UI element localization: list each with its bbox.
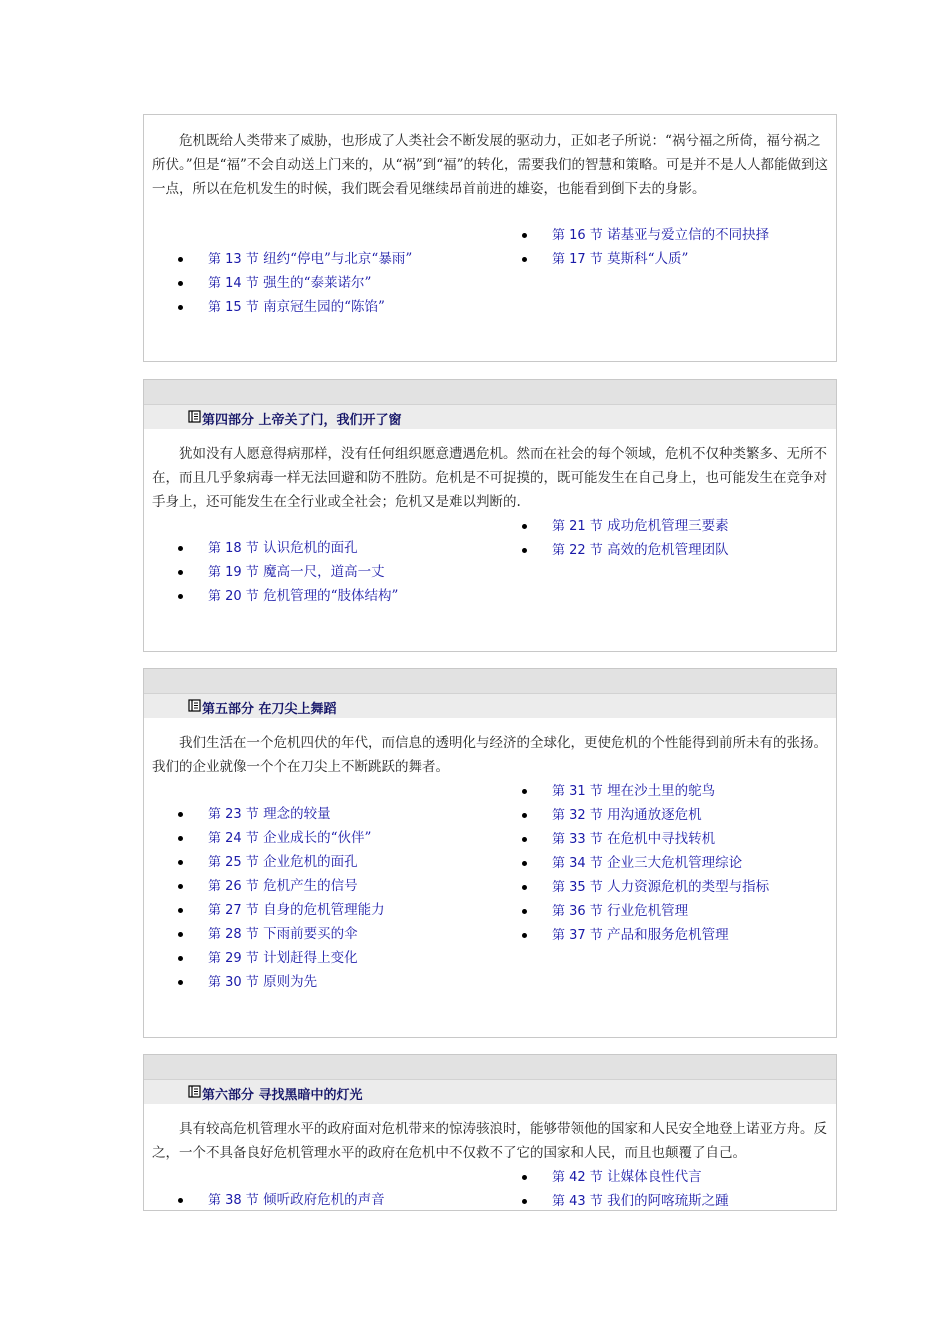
chapter-link[interactable] [552,875,769,900]
chapter-title: 强生的“泰莱诺尔” [263,275,372,291]
chapter-title: 企业危机的面孔 [263,854,358,870]
chapter-title: 理念的较量 [263,806,331,822]
chapter-title: 在危机中寻找转机 [607,831,716,847]
chapter-title: 企业成长的“伙伴” [263,830,372,846]
bullet-icon [522,789,527,794]
chapter-number: 第 35 节 [552,880,603,895]
chapter-title: 下雨前要买的伞 [263,926,358,942]
section-panel-part4 [143,379,837,652]
bullet-icon [522,837,527,842]
bullet-icon [178,594,183,599]
chapter-number: 第 16 节 [552,228,603,243]
chapter-title: 危机产生的信号 [263,878,358,894]
chapter-link[interactable] [208,946,358,971]
bullet-icon [178,281,183,286]
chapter-number: 第 14 节 [208,276,259,291]
chapter-number: 第 22 节 [552,543,603,558]
bullet-icon [178,956,183,961]
chapter-title: 高效的危机管理团队 [607,542,729,558]
bullet-icon [178,836,183,841]
chapter-number: 第 26 节 [208,879,259,894]
chapter-title: 倾听政府危机的声音 [263,1192,385,1208]
chapter-title: 莫斯科“人质” [607,251,689,267]
panel-top-bar [144,1055,836,1080]
chapter-number: 第 34 节 [552,856,603,871]
chapter-number: 第 15 节 [208,300,259,315]
section-intro: 危机既给人类带来了威胁，也形成了人类社会不断发展的驱动力，正如老子所说：“祸兮福之所倚，福兮祸之所伏。”但是“福”不会自动送上门来的，从“祸”到“福”的转化，需要我们的智慧和策略。可是并不是人人都能做到这一点，所以在危机发生的时候，我们既会看见继续昂首前进的雄姿，也能看到倒下去的身影。 [152,133,829,197]
chapter-number: 第 31 节 [552,784,603,799]
book-icon [188,1085,201,1098]
chapter-link[interactable] [552,803,702,828]
section-title: 第五部分 在刀尖上舞蹈 [202,702,337,717]
chapter-link[interactable] [208,922,358,947]
chapter-number: 第 17 节 [552,252,603,267]
chapter-title: 我们的阿喀琉斯之踵 [607,1193,729,1209]
chapter-link[interactable] [208,802,331,827]
chapter-number: 第 33 节 [552,832,603,847]
bullet-icon [178,860,183,865]
bullet-icon [178,884,183,889]
bullet-icon [178,305,183,310]
chapter-link[interactable] [552,223,769,248]
section-header [144,405,836,429]
chapter-title: 行业危机管理 [607,903,689,919]
chapter-title: 让媒体良性代言 [607,1169,702,1185]
section-intro: 我们生活在一个危机四伏的年代，而信息的透明化与经济的全球化，更使危机的个性能得到前所未有的张扬。我们的企业就像一个个在刀尖上不断跳跃的舞者。 [152,735,827,775]
chapter-link[interactable] [552,851,742,876]
chapter-title: 埋在沙土里的鸵鸟 [607,783,716,799]
chapter-title: 魔高一尺，道高一丈 [263,564,385,580]
chapter-title: 用沟通放逐危机 [607,807,702,823]
bullet-icon [522,1199,527,1204]
bullet-icon [178,908,183,913]
chapter-number: 第 25 节 [208,855,259,870]
chapter-title: 人力资源危机的类型与指标 [607,879,770,895]
book-icon [188,699,201,712]
section-intro: 犹如没有人愿意得病那样，没有任何组织愿意遭遇危机。然而在社会的每个领域，危机不仅种类繁多、无所不在，而且几乎象病毒一样无法回避和防不胜防。危机是不可捉摸的，既可能发生在自己身上，也可能发生在竞争对手身上，还可能发生在全行业或全社会；危机又是难以判断的. [152,446,827,510]
chapter-title: 纽约“停电”与北京“暴雨” [263,251,413,267]
chapter-link[interactable] [208,898,385,923]
chapter-link[interactable] [552,1189,729,1211]
chapter-link[interactable] [208,850,358,875]
chapter-link[interactable] [208,271,371,296]
chapter-number: 第 30 节 [208,975,259,990]
chapter-link[interactable] [208,560,385,585]
chapter-number: 第 13 节 [208,252,259,267]
panel-top-bar [144,380,836,405]
chapter-link[interactable] [552,923,729,948]
section-intro: 具有较高危机管理水平的政府面对危机带来的惊涛骇浪时，能够带领他的国家和人民安全地登上诺亚方舟。反之，一个不具备良好危机管理水平的政府在危机中不仅救不了它的国家和人民，而且也颠覆了自己。 [152,1121,827,1161]
bullet-icon [522,1175,527,1180]
chapter-title: 危机管理的“肢体结构” [263,588,399,604]
chapter-number: 第 36 节 [552,904,603,919]
bullet-icon [522,861,527,866]
chapter-number: 第 38 节 [208,1193,259,1208]
chapter-number: 第 18 节 [208,541,259,556]
chapter-number: 第 21 节 [552,519,603,534]
chapter-title: 南京冠生园的“陈馅” [263,299,385,315]
section-title: 第六部分 寻找黑暗中的灯光 [202,1088,363,1103]
chapter-number: 第 27 节 [208,903,259,918]
chapter-number: 第 19 节 [208,565,259,580]
section-header [144,694,836,718]
chapter-number: 第 24 节 [208,831,259,846]
bullet-icon [178,812,183,817]
chapter-link[interactable] [552,827,715,852]
section-title: 第四部分 上帝关了门，我们开了窗 [202,413,402,428]
chapter-link[interactable] [208,584,398,609]
bullet-icon [178,570,183,575]
chapter-number: 第 43 节 [552,1194,603,1209]
bullet-icon [522,524,527,529]
chapter-link[interactable] [208,1188,385,1211]
chapter-number: 第 28 节 [208,927,259,942]
bullet-icon [522,548,527,553]
chapter-title: 企业三大危机管理综论 [607,855,743,871]
chapter-number: 第 42 节 [552,1170,603,1185]
chapter-link[interactable] [208,247,412,272]
chapter-number: 第 20 节 [208,589,259,604]
chapter-number: 第 32 节 [552,808,603,823]
chapter-link[interactable] [552,1165,702,1190]
panel-top-bar [144,669,836,694]
chapter-link[interactable] [208,874,358,899]
bullet-icon [522,813,527,818]
bullet-icon [522,885,527,890]
chapter-title: 自身的危机管理能力 [263,902,385,918]
bullet-icon [178,1198,183,1203]
chapter-link[interactable] [208,970,317,995]
chapter-title: 认识危机的面孔 [263,540,358,556]
chapter-link[interactable] [552,514,729,539]
chapter-title: 成功危机管理三要素 [607,518,729,534]
bullet-icon [178,980,183,985]
section-panel-part3 [143,114,837,362]
bullet-icon [178,546,183,551]
chapter-link[interactable] [552,538,729,563]
bullet-icon [178,257,183,262]
chapter-link[interactable] [208,536,358,561]
chapter-number: 第 29 节 [208,951,259,966]
bullet-icon [522,257,527,262]
chapter-title: 原则为先 [263,974,318,990]
bullet-icon [522,933,527,938]
section-header [144,1080,836,1104]
chapter-title: 计划赶得上变化 [263,950,358,966]
chapter-link[interactable] [208,826,371,851]
bullet-icon [522,909,527,914]
bullet-icon [178,932,183,937]
chapter-link[interactable] [552,899,688,924]
chapter-link[interactable] [552,247,688,272]
chapter-number: 第 23 节 [208,807,259,822]
chapter-link[interactable] [552,779,715,804]
chapter-title: 诺基亚与爱立信的不同抉择 [607,227,770,243]
chapter-title: 产品和服务危机管理 [607,927,729,943]
section-panel-part5 [143,668,837,1038]
chapter-number: 第 37 节 [552,928,603,943]
bullet-icon [522,233,527,238]
book-icon [188,410,201,423]
section-panel-part6 [143,1054,837,1211]
chapter-link[interactable] [208,295,385,320]
